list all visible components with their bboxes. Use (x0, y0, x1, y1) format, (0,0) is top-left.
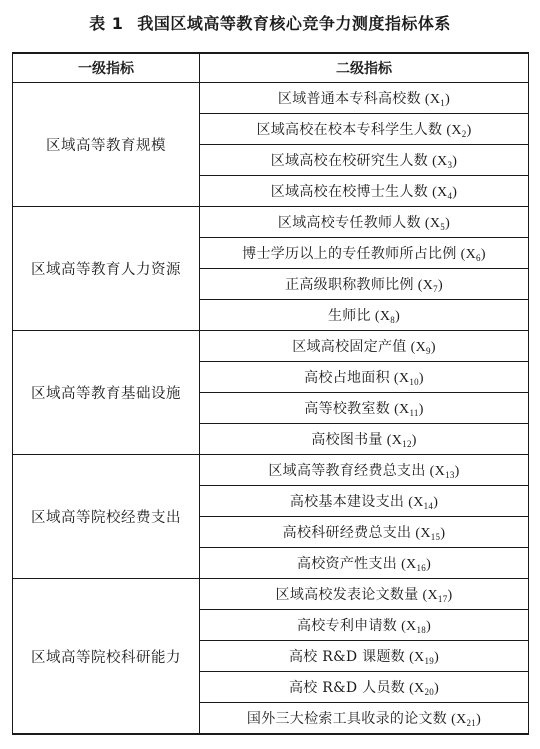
indicator-label: 国外三大检索工具收录的论文数 (246, 711, 448, 727)
indicator-subscript: 8 (390, 315, 396, 325)
secondary-indicator-cell (200, 362, 529, 393)
indicator-subscript: 20 (424, 687, 435, 697)
indicator-symbol: X (420, 526, 431, 541)
indicator-code: $(X_{21})$ (451, 712, 482, 728)
primary-indicator-cell: 区域高等教育人力资源 (13, 207, 200, 331)
indicator-subscript: 4 (447, 191, 453, 201)
indicator-label: 区域高校在校博士生人数 (270, 184, 429, 200)
primary-indicator-cell: 区域高等教育基础设施 (13, 331, 200, 455)
indicator-symbol: X (465, 247, 477, 262)
table-title: 我国区域高等教育核心竞争力测度指标体系 (137, 14, 451, 33)
indicator-label: 区域高校固定产值 (292, 339, 407, 355)
indicator-code: $(X_{12})$ (386, 433, 417, 449)
indicator-symbol: X (451, 123, 462, 138)
indicator-subscript: 14 (423, 501, 434, 511)
indicator-label: 高校 R&D 人员数 (288, 680, 406, 696)
indicator-code: $(X_8)$ (374, 309, 401, 325)
table-row (13, 331, 529, 362)
secondary-indicator-cell (200, 269, 529, 300)
indicator-symbol: X (406, 557, 417, 572)
indicator-label: 区域高校专任教师人数 (277, 215, 421, 231)
indicator-symbol: X (414, 650, 425, 665)
indicator-code: $(X_2)$ (446, 123, 472, 139)
secondary-indicator-cell (200, 83, 529, 114)
indicator-symbol: X (406, 619, 417, 634)
indicator-symbol: X (429, 92, 441, 107)
indicator-code: $(X_3)$ (432, 154, 458, 170)
indicator-label: 区域高等教育经费总支出 (268, 463, 426, 479)
header-row (13, 53, 529, 83)
indicator-subscript: 16 (416, 563, 427, 573)
indicator-symbol: X (456, 712, 467, 727)
indicator-label: 高校资产性支出 (296, 556, 398, 572)
indicator-code: $(X_{14})$ (408, 495, 439, 511)
secondary-indicator-cell (200, 424, 529, 455)
secondary-indicator-cell (200, 176, 529, 207)
indicator-label: 高校占地面积 (304, 370, 390, 386)
indicator-subscript: 21 (466, 718, 477, 728)
indicator-code: $(X_5)$ (424, 216, 451, 232)
table-row (13, 455, 529, 486)
indicator-subscript: 10 (409, 377, 419, 387)
indicator-symbol: X (399, 402, 410, 417)
indicator-symbol: X (437, 154, 448, 169)
indicator-code: $(X_{17})$ (422, 588, 453, 604)
indicator-label: 区域高校发表论文数量 (275, 587, 419, 603)
indicator-table (12, 52, 529, 735)
secondary-indicator-cell (200, 579, 529, 610)
table-caption (0, 11, 540, 34)
indicator-code: $(X_{13})$ (429, 464, 460, 480)
secondary-indicator-cell (200, 672, 529, 703)
indicator-label: 生师比 (327, 308, 371, 324)
primary-indicator-cell: 区域高等院校经费支出 (13, 455, 200, 579)
table-row (13, 83, 529, 114)
secondary-indicator-cell (200, 207, 529, 238)
indicator-symbol: X (414, 681, 425, 696)
indicator-subscript: 9 (426, 346, 431, 356)
indicator-symbol: X (429, 216, 441, 231)
indicator-label: 博士学历以上的专任教师所占比例 (242, 246, 457, 262)
secondary-indicator-cell (200, 238, 529, 269)
indicator-code: $(X_{15})$ (415, 526, 446, 542)
indicator-symbol: X (413, 495, 424, 510)
secondary-indicator-cell (200, 548, 529, 579)
indicator-label: 区域高校在校本专科学生人数 (256, 122, 443, 138)
indicator-label: 高等校教室数 (304, 401, 391, 417)
indicator-code: $(X_7)$ (417, 278, 443, 294)
indicator-symbol: X (415, 340, 426, 355)
primary-indicator-cell: 区域高等院校科研能力 (13, 579, 200, 735)
indicator-subscript: 12 (402, 439, 412, 449)
indicator-symbol: X (391, 433, 403, 448)
indicator-symbol: X (379, 309, 391, 324)
indicator-label: 高校专利申请数 (296, 618, 398, 634)
secondary-indicator-cell (200, 455, 529, 486)
indicator-code: $(X_{10})$ (393, 371, 424, 387)
indicator-code: $(X_{16})$ (401, 557, 432, 573)
indicator-subscript: 1 (440, 98, 446, 108)
indicator-code: $(X_{18})$ (401, 619, 432, 635)
indicator-symbol: X (437, 185, 448, 200)
table-body (13, 83, 529, 735)
indicator-code: $(X_4)$ (432, 185, 458, 201)
indicator-label: 正高级职称教师比例 (285, 277, 414, 293)
indicator-label: 高校图书量 (311, 432, 383, 448)
secondary-indicator-cell (200, 517, 529, 548)
indicator-subscript: 13 (445, 470, 455, 480)
indicator-code: $(X_9)$ (410, 340, 436, 356)
secondary-indicator-cell (200, 145, 529, 176)
secondary-indicator-cell (200, 331, 529, 362)
indicator-label: 高校基本建设支出 (289, 494, 405, 510)
secondary-indicator-cell (200, 114, 529, 145)
indicator-subscript: 11 (409, 408, 419, 418)
table-row (13, 207, 529, 238)
indicator-code: $(X_{20})$ (409, 681, 440, 697)
secondary-indicator-cell (200, 703, 529, 735)
header-secondary: 二级指标 (200, 53, 529, 83)
indicator-subscript: 15 (430, 532, 441, 542)
indicator-subscript: 5 (440, 222, 446, 232)
table-number: 表 1 (89, 14, 124, 33)
secondary-indicator-cell (200, 300, 529, 331)
indicator-symbol: X (422, 278, 434, 293)
secondary-indicator-cell (200, 393, 529, 424)
indicator-label: 区域高校在校研究生人数 (270, 153, 429, 169)
indicator-symbol: X (434, 464, 446, 479)
indicator-subscript: 6 (476, 253, 481, 263)
indicator-code: $(X_6)$ (460, 247, 486, 263)
table-row (13, 579, 529, 610)
secondary-indicator-cell (200, 641, 529, 672)
indicator-subscript: 3 (447, 160, 453, 170)
indicator-subscript: 19 (424, 656, 435, 666)
indicator-code: $(X_{19})$ (409, 650, 440, 666)
indicator-subscript: 18 (416, 625, 427, 635)
indicator-symbol: X (427, 588, 438, 603)
indicator-subscript: 2 (461, 129, 467, 139)
indicator-code: $(X_{11})$ (394, 402, 424, 418)
indicator-code: $(X_1)$ (424, 92, 451, 108)
header-primary: 一级指标 (13, 53, 200, 83)
indicator-label: 高校科研经费总支出 (282, 525, 412, 541)
indicator-subscript: 17 (437, 594, 448, 604)
indicator-symbol: X (398, 371, 410, 386)
indicator-subscript: 7 (433, 284, 438, 294)
secondary-indicator-cell (200, 486, 529, 517)
indicator-label: 区域普通本专科高校数 (277, 91, 421, 107)
secondary-indicator-cell (200, 610, 529, 641)
primary-indicator-cell: 区域高等教育规模 (13, 83, 200, 207)
indicator-label: 高校 R&D 课题数 (288, 649, 406, 665)
